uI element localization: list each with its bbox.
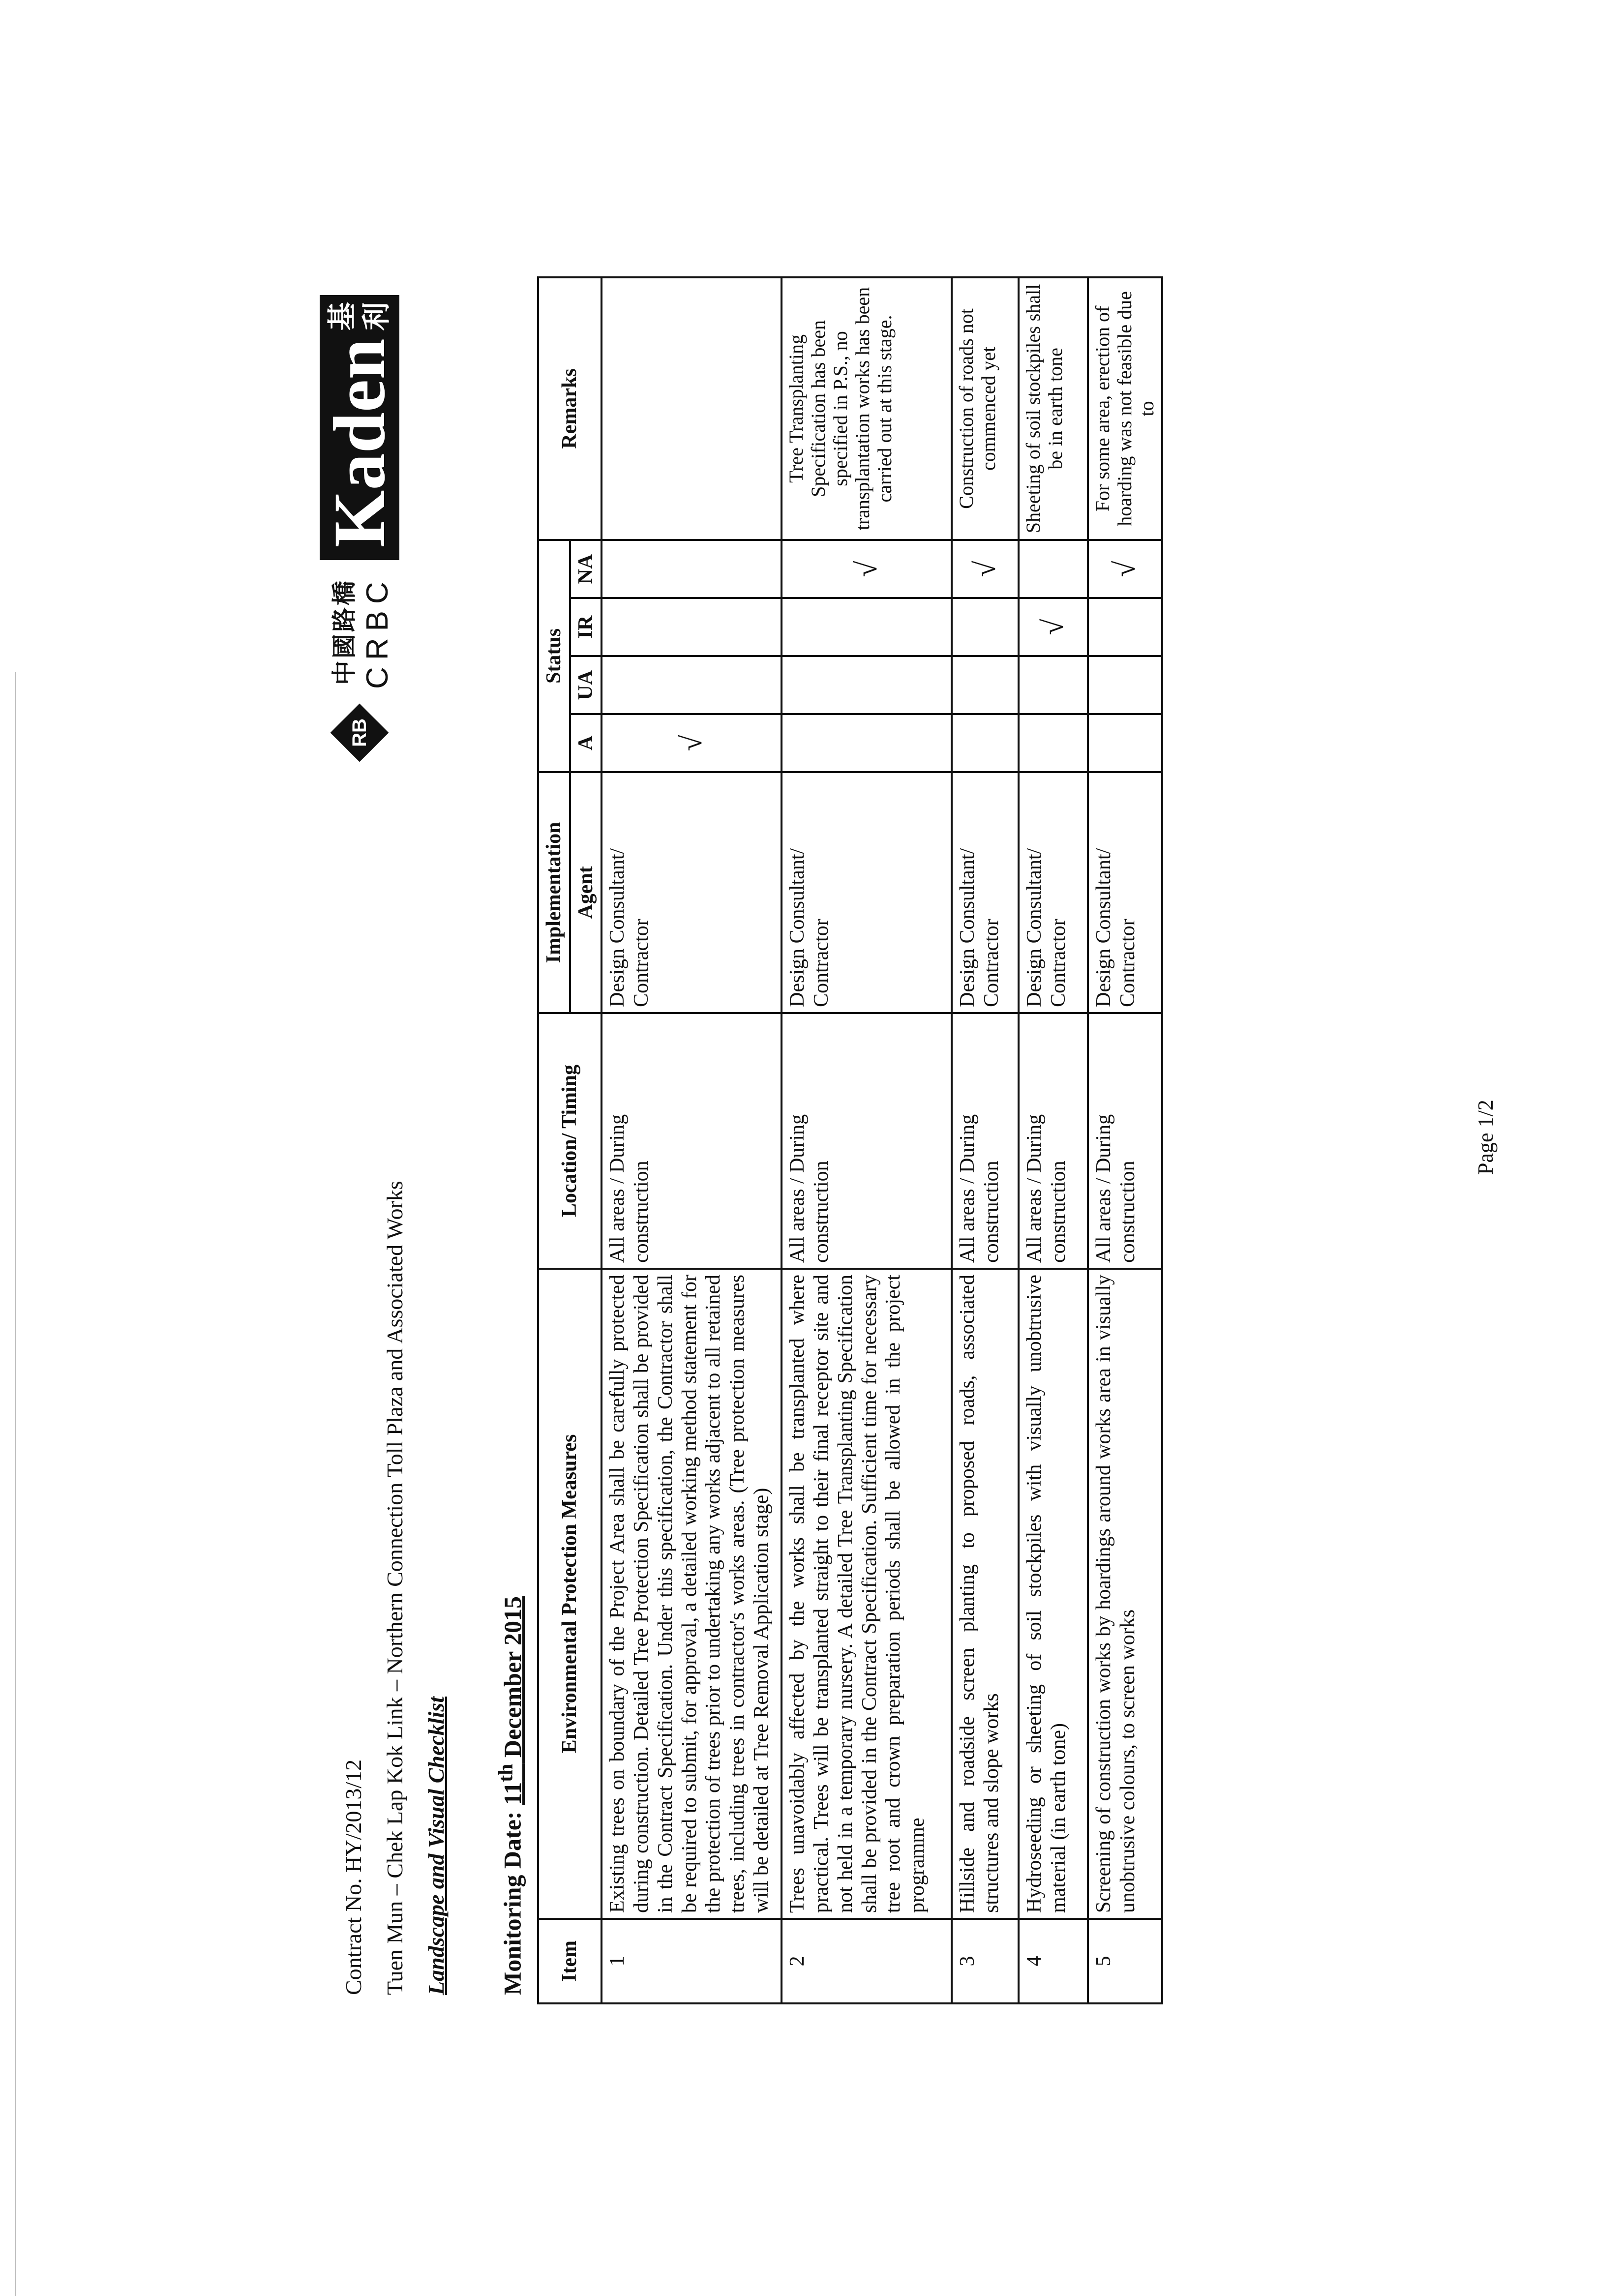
header-implementation: Implementation (538, 772, 570, 1013)
kaden-char-1: 基 (326, 302, 358, 331)
cell-status-ua (952, 656, 1019, 714)
cell-item: 5 (1088, 1919, 1162, 2003)
cell-measure: Hillside and roadside screen planting to proposed roads, associated structures and slope works (952, 1269, 1019, 1919)
kaden-logo (320, 295, 399, 560)
company-logos (320, 295, 399, 762)
cell-status-ir (601, 598, 782, 656)
cell-measure: Trees unavoidably affected by the works shall be transplanted where practical. Trees will be transplanted straight to their final receptor site and not held in a temporary nursery. A detailed Tree Transplanting Specification shall be provided in the Contract Specification. Sufficient time for necessary tree root and crown preparation periods shall be allowed in the project programme (782, 1269, 952, 1919)
cell-status-ir (782, 598, 952, 656)
monitoring-date-label: Monitoring Date: (498, 1805, 526, 1995)
table-row (1088, 277, 1162, 2003)
cell-agent: Design Consultant/ Contractor (952, 772, 1019, 1013)
cell-item: 4 (1019, 1919, 1088, 2003)
cell-status-na: √ (952, 540, 1019, 598)
cell-location: All areas / During construction (601, 1013, 782, 1269)
header-remarks: Remarks (538, 277, 601, 540)
cell-remarks: Construction of roads not commenced yet (952, 277, 1019, 540)
cell-agent: Design Consultant/ Contractor (1088, 772, 1162, 1013)
header-status-ir: IR (570, 598, 602, 656)
cell-remarks: Sheeting of soil stockpiles shall be in earth tone (1019, 277, 1088, 540)
cell-measure: Screening of construction works by hoardings around works area in visually unobtrusive colours, to screen works (1088, 1269, 1162, 1919)
table-header-row (538, 277, 570, 2003)
crbc-logo-english: CRBC (360, 575, 394, 689)
cell-status-ua (782, 656, 952, 714)
header-status: Status (538, 540, 570, 772)
cell-status-ua (1088, 656, 1162, 714)
cell-status-ua (601, 656, 782, 714)
cell-item: 3 (952, 1919, 1019, 2003)
monitoring-date (494, 1596, 527, 1995)
cell-status-na: √ (1088, 540, 1162, 598)
table-row (952, 277, 1019, 2003)
header-item: Item (538, 1919, 601, 2003)
cell-location: All areas / During construction (1088, 1013, 1162, 1269)
project-title: Tuen Mun – Chek Lap Kok Link – Northern Connection Toll Plaza and Associated Works (382, 1181, 407, 1995)
cell-status-a (952, 714, 1019, 772)
crbc-logo (325, 575, 395, 689)
rb-logo-text: RB (348, 718, 370, 747)
table-row (1019, 277, 1088, 2003)
header-status-ua: UA (570, 656, 602, 714)
cell-status-ir (1088, 598, 1162, 656)
cell-status-a (782, 714, 952, 772)
cell-status-na: √ (782, 540, 952, 598)
cell-status-a (1019, 714, 1088, 772)
table-row (601, 277, 782, 2003)
header-agent: Agent (570, 772, 602, 1013)
monitoring-month-year: December 2015 (498, 1596, 526, 1764)
header-status-na: NA (570, 540, 602, 598)
page-number: Page 1/2 (1474, 1100, 1498, 1175)
cell-location: All areas / During construction (782, 1013, 952, 1269)
cell-remarks: Tree Transplanting Specification has been specified in P.S., no transplantation works has been carried out at this stage. (782, 277, 952, 540)
header-status-a: A (570, 714, 602, 772)
kaden-logo-chinese (325, 302, 394, 330)
cell-measure: Hydroseeding or sheeting of soil stockpiles with visually unobtrusive material (in earth tone) (1019, 1269, 1088, 1919)
header-location-timing: Location/ Timing (538, 1013, 601, 1269)
header-measures: Environmental Protection Measures (538, 1269, 601, 1919)
cell-status-a: √ (601, 714, 782, 772)
contract-number: Contract No. HY/2013/12 (341, 1759, 366, 1995)
cell-status-na (601, 540, 782, 598)
cell-agent: Design Consultant/ Contractor (601, 772, 782, 1013)
cell-status-ir: √ (1019, 598, 1088, 656)
cell-remarks: For some area, erection of hoarding was not feasible due to (1088, 277, 1162, 540)
cell-location: All areas / During construction (1019, 1013, 1088, 1269)
rb-logo-icon (331, 704, 389, 762)
monitoring-date-value (494, 1596, 526, 1805)
table-row (782, 277, 952, 2003)
kaden-logo-word: Kaden (319, 338, 400, 548)
cell-status-ua (1019, 656, 1088, 714)
cell-agent: Design Consultant/ Contractor (782, 772, 952, 1013)
cell-status-a (1088, 714, 1162, 772)
checklist-title: Landscape and Visual Checklist (423, 1696, 449, 1995)
cell-status-ir (952, 598, 1019, 656)
kaden-char-2: 利 (361, 302, 392, 331)
cell-location: All areas / During construction (952, 1013, 1019, 1269)
crbc-logo-chinese: 中國路橋 (330, 579, 358, 686)
cell-remarks (601, 277, 782, 540)
scan-edge-line (15, 672, 16, 2296)
cell-status-na (1019, 540, 1088, 598)
cell-agent: Design Consultant/ Contractor (1019, 772, 1088, 1013)
monitoring-day-suffix: th (494, 1763, 517, 1782)
monitoring-day: 11 (498, 1782, 526, 1805)
landscape-visual-checklist-table (537, 276, 1163, 2004)
cell-item: 2 (782, 1919, 952, 2003)
cell-item: 1 (601, 1919, 782, 2003)
cell-measure: Existing trees on boundary of the Project Area shall be carefully protected during construction. Detailed Tree Protection Specification shall be provided in the Contract Specification. Under this specification, the Contractor shall be required to submit, for approval, a detailed working method statement for the protection of trees prior to undertaking any works adjacent to all retained trees, including trees in contractor's works areas. (Tree protection measures will be detailed at Tree Removal Application stage) (601, 1269, 782, 1919)
